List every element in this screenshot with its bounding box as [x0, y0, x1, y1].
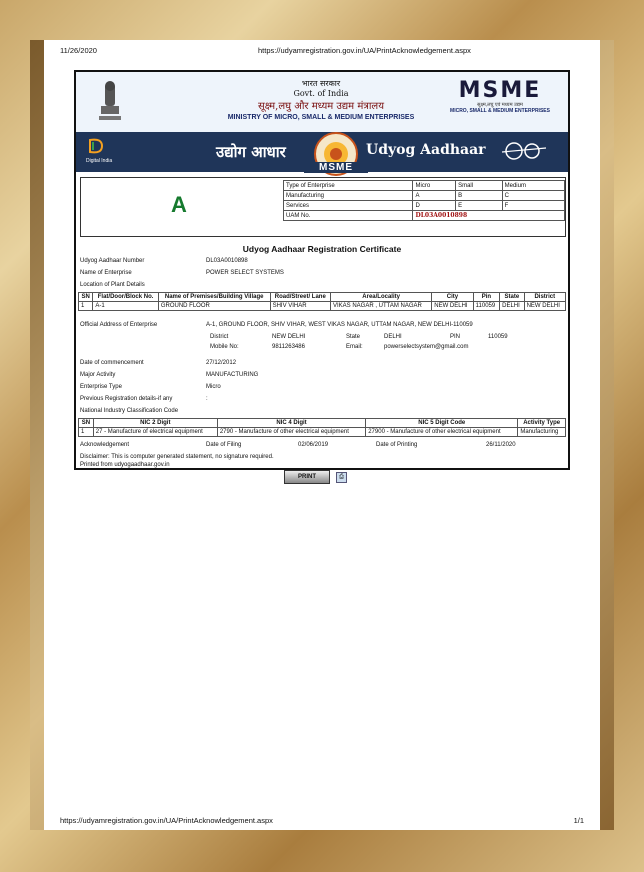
printer-icon[interactable]: ⎙: [336, 472, 347, 483]
column-header: NIC 2 Digit: [93, 419, 217, 428]
table-cell: DELHI: [500, 302, 524, 311]
column-header: SN: [79, 293, 93, 302]
table-cell: Services: [284, 201, 413, 211]
date-of-printing-value: 26/11/2020: [486, 442, 516, 448]
mobile-value: 9811263486: [272, 344, 305, 350]
table-row: [284, 201, 565, 211]
table-cell: 27 - Manufacture of electrical equipment: [93, 428, 217, 437]
table-cell: A-1: [93, 302, 158, 311]
table-cell: NEW DELHI: [524, 302, 565, 311]
printed-page: [44, 40, 600, 830]
hindi-bharat-sarkar: भारत सरकार: [301, 79, 341, 88]
table-cell: C: [502, 191, 564, 201]
digital-india-icon: [86, 136, 106, 156]
uam-label: UAM No.: [284, 211, 413, 221]
nic-label: National Industry Classification Code: [80, 408, 179, 414]
column-header: District: [524, 293, 565, 302]
print-date: 11/26/2020: [60, 46, 97, 55]
table-cell: 27900 - Manufacture of other electrical equipment: [366, 428, 518, 437]
msme-logo-subtitle: MICRO, SMALL & MEDIUM ENTERPRISES: [450, 108, 550, 114]
make-in-india-lion-icon: [500, 138, 550, 164]
digital-india-logo: [86, 136, 138, 166]
enterprise-category-letter: A: [171, 192, 187, 217]
enterprise-type-value: Micro: [206, 384, 221, 390]
table-cell: B: [456, 191, 503, 201]
column-header: NIC 5 Digit Code: [366, 419, 518, 428]
enterprise-name-label: Name of Enterprise: [80, 270, 132, 276]
column-header: State: [500, 293, 524, 302]
enterprise-name-value: POWER SELECT SYSTEMS: [206, 270, 284, 276]
nic-table: [78, 418, 566, 437]
page-number: 1/1: [573, 816, 584, 825]
pin-value: 110059: [488, 334, 508, 340]
aadhaar-number-value: DL03A0010898: [206, 258, 248, 264]
email-value: powerselectsystem@gmail.com: [384, 344, 469, 350]
table-cell: 1: [79, 302, 93, 311]
district-label: District: [210, 334, 229, 340]
table-cell: VIKAS NAGAR , UTTAM NAGAR: [330, 302, 431, 311]
ministry-name: MINISTRY OF MICRO, SMALL & MEDIUM ENTERPRISES: [227, 114, 415, 121]
enterprise-type-table: [283, 180, 565, 221]
pin-label: PIN: [450, 334, 461, 340]
disclaimer-text: Disclaimer: This is computer generated statement, no signature required.: [80, 454, 274, 460]
udyog-aadhaar-english: Udyog Aadhaar: [366, 142, 486, 158]
table-header-row: [79, 293, 566, 302]
official-address-value: A-1, GROUND FLOOR, SHIV VIHAR, WEST VIKAS NAGAR, UTTAM NAGAR, NEW DELHI-110059: [206, 322, 473, 328]
table-cell: Manufacturing: [284, 191, 413, 201]
official-address-label: Official Address of Enterprise: [80, 322, 158, 328]
column-header: NIC 4 Digit: [217, 419, 365, 428]
column-header: Road/Street/ Lane: [270, 293, 330, 302]
email-label: Email:: [346, 344, 363, 350]
major-activity-value: MANUFACTURING: [206, 372, 259, 378]
table-cell: 1: [79, 428, 94, 437]
table-row: [284, 181, 565, 191]
national-emblem-icon: [96, 80, 124, 124]
plant-details-table: [78, 292, 566, 311]
plant-location-label: Location of Plant Details: [80, 282, 145, 288]
print-button[interactable]: PRINT: [284, 470, 330, 484]
seal-msme-label: MSME: [304, 162, 368, 173]
column-header: Activity Type: [518, 419, 566, 428]
mobile-label: Mobile No:: [210, 344, 239, 350]
udyog-aadhaar-hindi: उद्योग आधार: [216, 143, 286, 161]
msme-logo: [450, 80, 550, 114]
printed-from-text: Printed from udyogaadhaar.gov.in: [80, 462, 170, 468]
district-value: NEW DELHI: [272, 334, 306, 340]
previous-registration-value: :: [206, 396, 208, 402]
table-cell: A: [413, 191, 456, 201]
table-cell: SHIV VIHAR: [270, 302, 330, 311]
date-of-filing-value: 02/06/2019: [298, 442, 329, 448]
govt-of-india: Govt. of India: [293, 89, 349, 98]
enterprise-type-label: Enterprise Type: [80, 384, 122, 390]
table-cell: GROUND FLOOR: [158, 302, 270, 311]
certificate: [74, 70, 570, 470]
aadhaar-number-label: Udyog Aadhaar Number: [80, 258, 145, 264]
column-header: Flat/Door/Block No.: [93, 293, 158, 302]
column-header: Pin: [473, 293, 500, 302]
msme-logo-hindi: सूक्ष्म,लघु एवं मध्यम उद्यम: [477, 102, 523, 108]
column-header: Name of Premises/Building Village: [158, 293, 270, 302]
date-of-filing-label: Date of Filing: [206, 442, 242, 448]
print-url: https://udyamregistration.gov.in/UA/PrintAcknowledgement.aspx: [258, 46, 471, 55]
table-row: [284, 211, 565, 221]
table-cell: 110059: [473, 302, 500, 311]
column-header: SN: [79, 419, 94, 428]
certificate-title: Udyog Aadhaar Registration Certificate: [242, 244, 402, 254]
state-value: DELHI: [384, 334, 402, 340]
table-row: [79, 428, 566, 437]
table-cell: Medium: [502, 181, 564, 191]
footer-url: https://udyamregistration.gov.in/UA/PrintAcknowledgement.aspx: [60, 816, 273, 825]
table-cell: D: [413, 201, 456, 211]
commencement-value: 27/12/2012: [206, 360, 237, 366]
column-header: City: [432, 293, 473, 302]
hindi-ministry: सूक्ष्म,लघु और मध्यम उद्यम मंत्रालय: [257, 101, 385, 112]
enterprise-type-box: [80, 177, 566, 237]
table-cell: Small: [456, 181, 503, 191]
date-of-printing-label: Date of Printing: [376, 442, 418, 448]
table-cell: E: [456, 201, 503, 211]
column-header: Area/Locality: [330, 293, 431, 302]
table-cell: Micro: [413, 181, 456, 191]
previous-registration-label: Previous Registration details-if any: [80, 396, 173, 402]
table-cell: 2790 - Manufacture of other electrical equipment: [217, 428, 365, 437]
uam-number: DL03A0010898: [413, 211, 565, 221]
table-cell: Manufacturing: [518, 428, 566, 437]
table-row: [79, 302, 566, 311]
table-cell: NEW DELHI: [432, 302, 473, 311]
table-cell: Type of Enterprise: [284, 181, 413, 191]
commencement-label: Date of commencement: [80, 360, 144, 366]
state-label: State: [346, 334, 361, 340]
acknowledgement-label: Acknowledgement: [80, 442, 130, 448]
digital-india-label: Digital India: [86, 158, 113, 164]
table-header-row: [79, 419, 566, 428]
major-activity-label: Major Activity: [80, 372, 116, 378]
ministry-header: [76, 72, 568, 133]
table-cell: F: [502, 201, 564, 211]
table-row: [284, 191, 565, 201]
msme-logo-word: MSME: [458, 78, 542, 103]
udyog-aadhaar-banner: [76, 132, 568, 172]
